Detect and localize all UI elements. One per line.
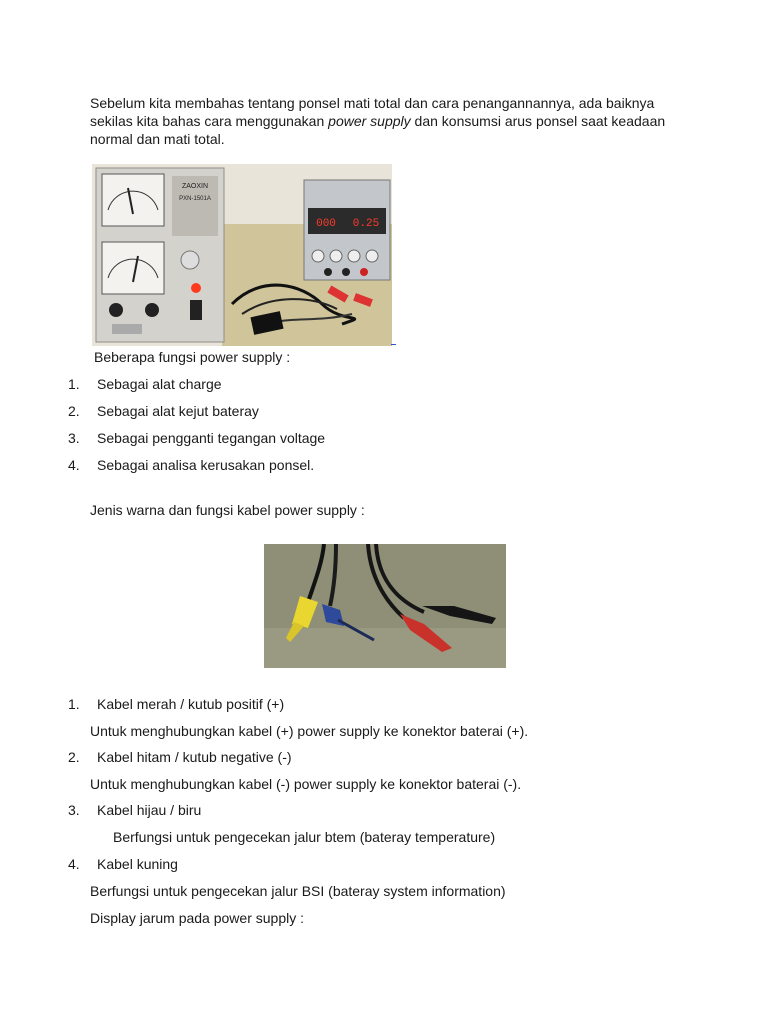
cable-item	[68, 856, 178, 872]
led-indicator	[191, 283, 201, 293]
cable-description: Untuk menghubungkan kabel (+) power supply ke konektor baterai (+).	[90, 723, 529, 739]
function-item	[68, 403, 259, 419]
cable-photo	[264, 544, 506, 668]
intro-paragraph	[90, 94, 690, 148]
cable-title: Kabel hitam / kutub negative (-)	[97, 749, 292, 765]
item-number: 4.	[68, 457, 80, 473]
cable-item	[68, 749, 292, 765]
footer-line: Display jarum pada power supply :	[90, 910, 304, 926]
item-number: 4.	[68, 856, 80, 872]
cables-heading: Jenis warna dan fungsi kabel power supply :	[90, 502, 365, 518]
function-item	[68, 376, 222, 392]
function-item	[68, 457, 314, 473]
cable-description: Untuk menghubungkan kabel (-) power supply ke konektor baterai (-).	[90, 776, 522, 792]
intro-italic: power supply	[328, 113, 411, 129]
cable-title: Kabel hijau / biru	[97, 802, 202, 818]
cable-illustration	[264, 544, 506, 668]
function-item	[68, 430, 325, 446]
display-1: 000	[316, 218, 336, 230]
cable-item	[68, 696, 284, 712]
intro-text-1: Sebelum kita membahas tentang ponsel mati total dan cara penangannannya, ada baiknya sekilas kita bahas cara menggunakan	[90, 95, 655, 129]
cable-description: Berfungsi untuk pengecekan jalur btem (bateray temperature)	[113, 829, 496, 845]
display-2: 0.25	[352, 218, 380, 230]
cable-title: Kabel merah / kutub positif (+)	[97, 696, 285, 712]
link-underline	[391, 344, 396, 345]
cable-description: Berfungsi untuk pengecekan jalur BSI (bateray system information)	[90, 883, 506, 899]
item-number: 3.	[68, 430, 80, 446]
panel-label-1: ZAOXIN	[181, 183, 209, 190]
power-supply-illustration	[92, 164, 392, 346]
cable-item	[68, 802, 201, 818]
item-number: 1.	[68, 376, 80, 392]
item-number: 1.	[68, 696, 80, 712]
item-text: Sebagai analisa kerusakan ponsel.	[97, 457, 315, 473]
intro-text-2: dan konsumsi arus ponsel saat keadaan normal dan mati total.	[90, 113, 666, 147]
item-text: Sebagai alat charge	[97, 376, 222, 392]
item-number: 2.	[68, 749, 80, 765]
panel-label-2: PXN-1501A	[179, 196, 211, 202]
item-text: Sebagai pengganti tegangan voltage	[97, 430, 326, 446]
cable-title: Kabel kuning	[97, 856, 178, 872]
functions-heading: Beberapa fungsi power supply :	[94, 349, 291, 365]
item-number: 2.	[68, 403, 80, 419]
item-text: Sebagai alat kejut bateray	[97, 403, 259, 419]
power-supply-photo	[92, 164, 392, 346]
item-number: 3.	[68, 802, 80, 818]
